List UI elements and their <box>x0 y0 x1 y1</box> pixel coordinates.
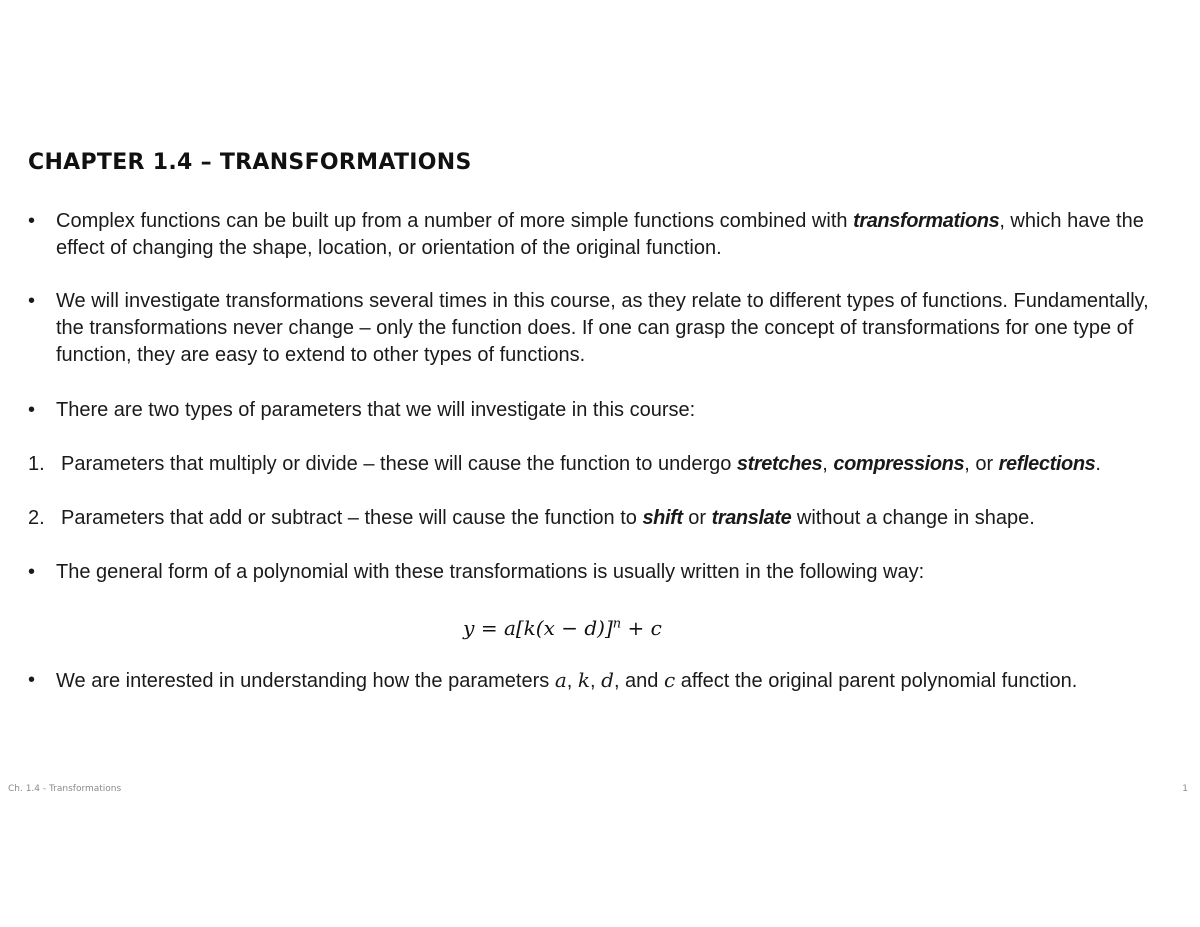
text-run: Parameters that add or subtract – these will cause the function to <box>61 507 643 529</box>
bullet-marker: • <box>28 399 36 421</box>
keyword-shift: shift <box>642 507 683 529</box>
bullet-marker: • <box>28 561 36 583</box>
numbered-item-2 <box>28 505 1186 532</box>
text-run: , and <box>613 670 664 692</box>
text-run: without a change in shape. <box>791 507 1035 529</box>
text-run: or <box>682 507 712 529</box>
text-run: affect the original parent polynomial function. <box>675 670 1078 692</box>
bullet-text: The general form of a polynomial with these transformations is usually written in the following way: <box>56 561 925 583</box>
text-run: We are interested in understanding how the parameters <box>56 670 555 692</box>
text-run: Parameters that multiply or divide – these will cause the function to undergo <box>61 453 737 475</box>
formula-tail: + c <box>621 616 662 640</box>
bullet-parameters <box>28 667 1181 695</box>
numbered-text <box>28 505 1186 532</box>
keyword-translate: translate <box>711 507 792 529</box>
bullet-text: We will investigate transformations several times in this course, as they relate to different types of functions. Fundamentally, the transformations never change – only the function does. If one can grasp the concept of transformations for one type of function, they are easy to extend to other types of functions. <box>56 290 1149 366</box>
bullet-text <box>28 667 1181 695</box>
text-run: . <box>1095 453 1101 475</box>
keyword-reflections: reflections <box>998 453 1096 475</box>
text-run: , <box>590 670 602 692</box>
param-a: a <box>554 668 567 692</box>
text-run: , or <box>964 453 999 475</box>
keyword-stretches: stretches <box>736 453 823 475</box>
bullet-two-types <box>28 397 1181 424</box>
number-marker: 1. <box>28 453 45 475</box>
text-run: , <box>822 453 834 475</box>
bullet-marker: • <box>28 290 36 312</box>
text-run: , <box>566 670 578 692</box>
keyword-transformations: transformations <box>853 210 1000 232</box>
bullet-marker: • <box>28 210 36 232</box>
page-title: CHAPTER 1.4 – TRANSFORMATIONS <box>28 150 472 175</box>
text-run: Complex functions can be built up from a number of more simple functions combined with <box>56 210 854 232</box>
bullet-complex-functions <box>28 208 1181 262</box>
numbered-text <box>28 451 1186 478</box>
numbered-item-1 <box>28 451 1186 478</box>
param-k: k <box>577 668 590 692</box>
bullet-text: There are two types of parameters that we will investigate in this course: <box>56 399 696 421</box>
bullet-general-form <box>28 559 1181 586</box>
param-c: c <box>663 668 676 692</box>
bullet-investigate <box>28 288 1181 369</box>
page-number: 1 <box>1182 784 1188 794</box>
formula-base: y = a[k(x − d)] <box>463 616 613 640</box>
footer-label: Ch. 1.4 - Transformations <box>8 784 122 794</box>
formula-exponent: n <box>612 616 622 632</box>
keyword-compressions: compressions <box>833 453 965 475</box>
general-form-formula <box>0 616 1125 640</box>
param-d: d <box>601 668 614 692</box>
bullet-marker: • <box>28 669 36 691</box>
number-marker: 2. <box>28 507 45 529</box>
bullet-text <box>28 208 1181 262</box>
text-run: , which have the effect of changing the shape, location, or orientation of the original function. <box>56 210 1144 259</box>
